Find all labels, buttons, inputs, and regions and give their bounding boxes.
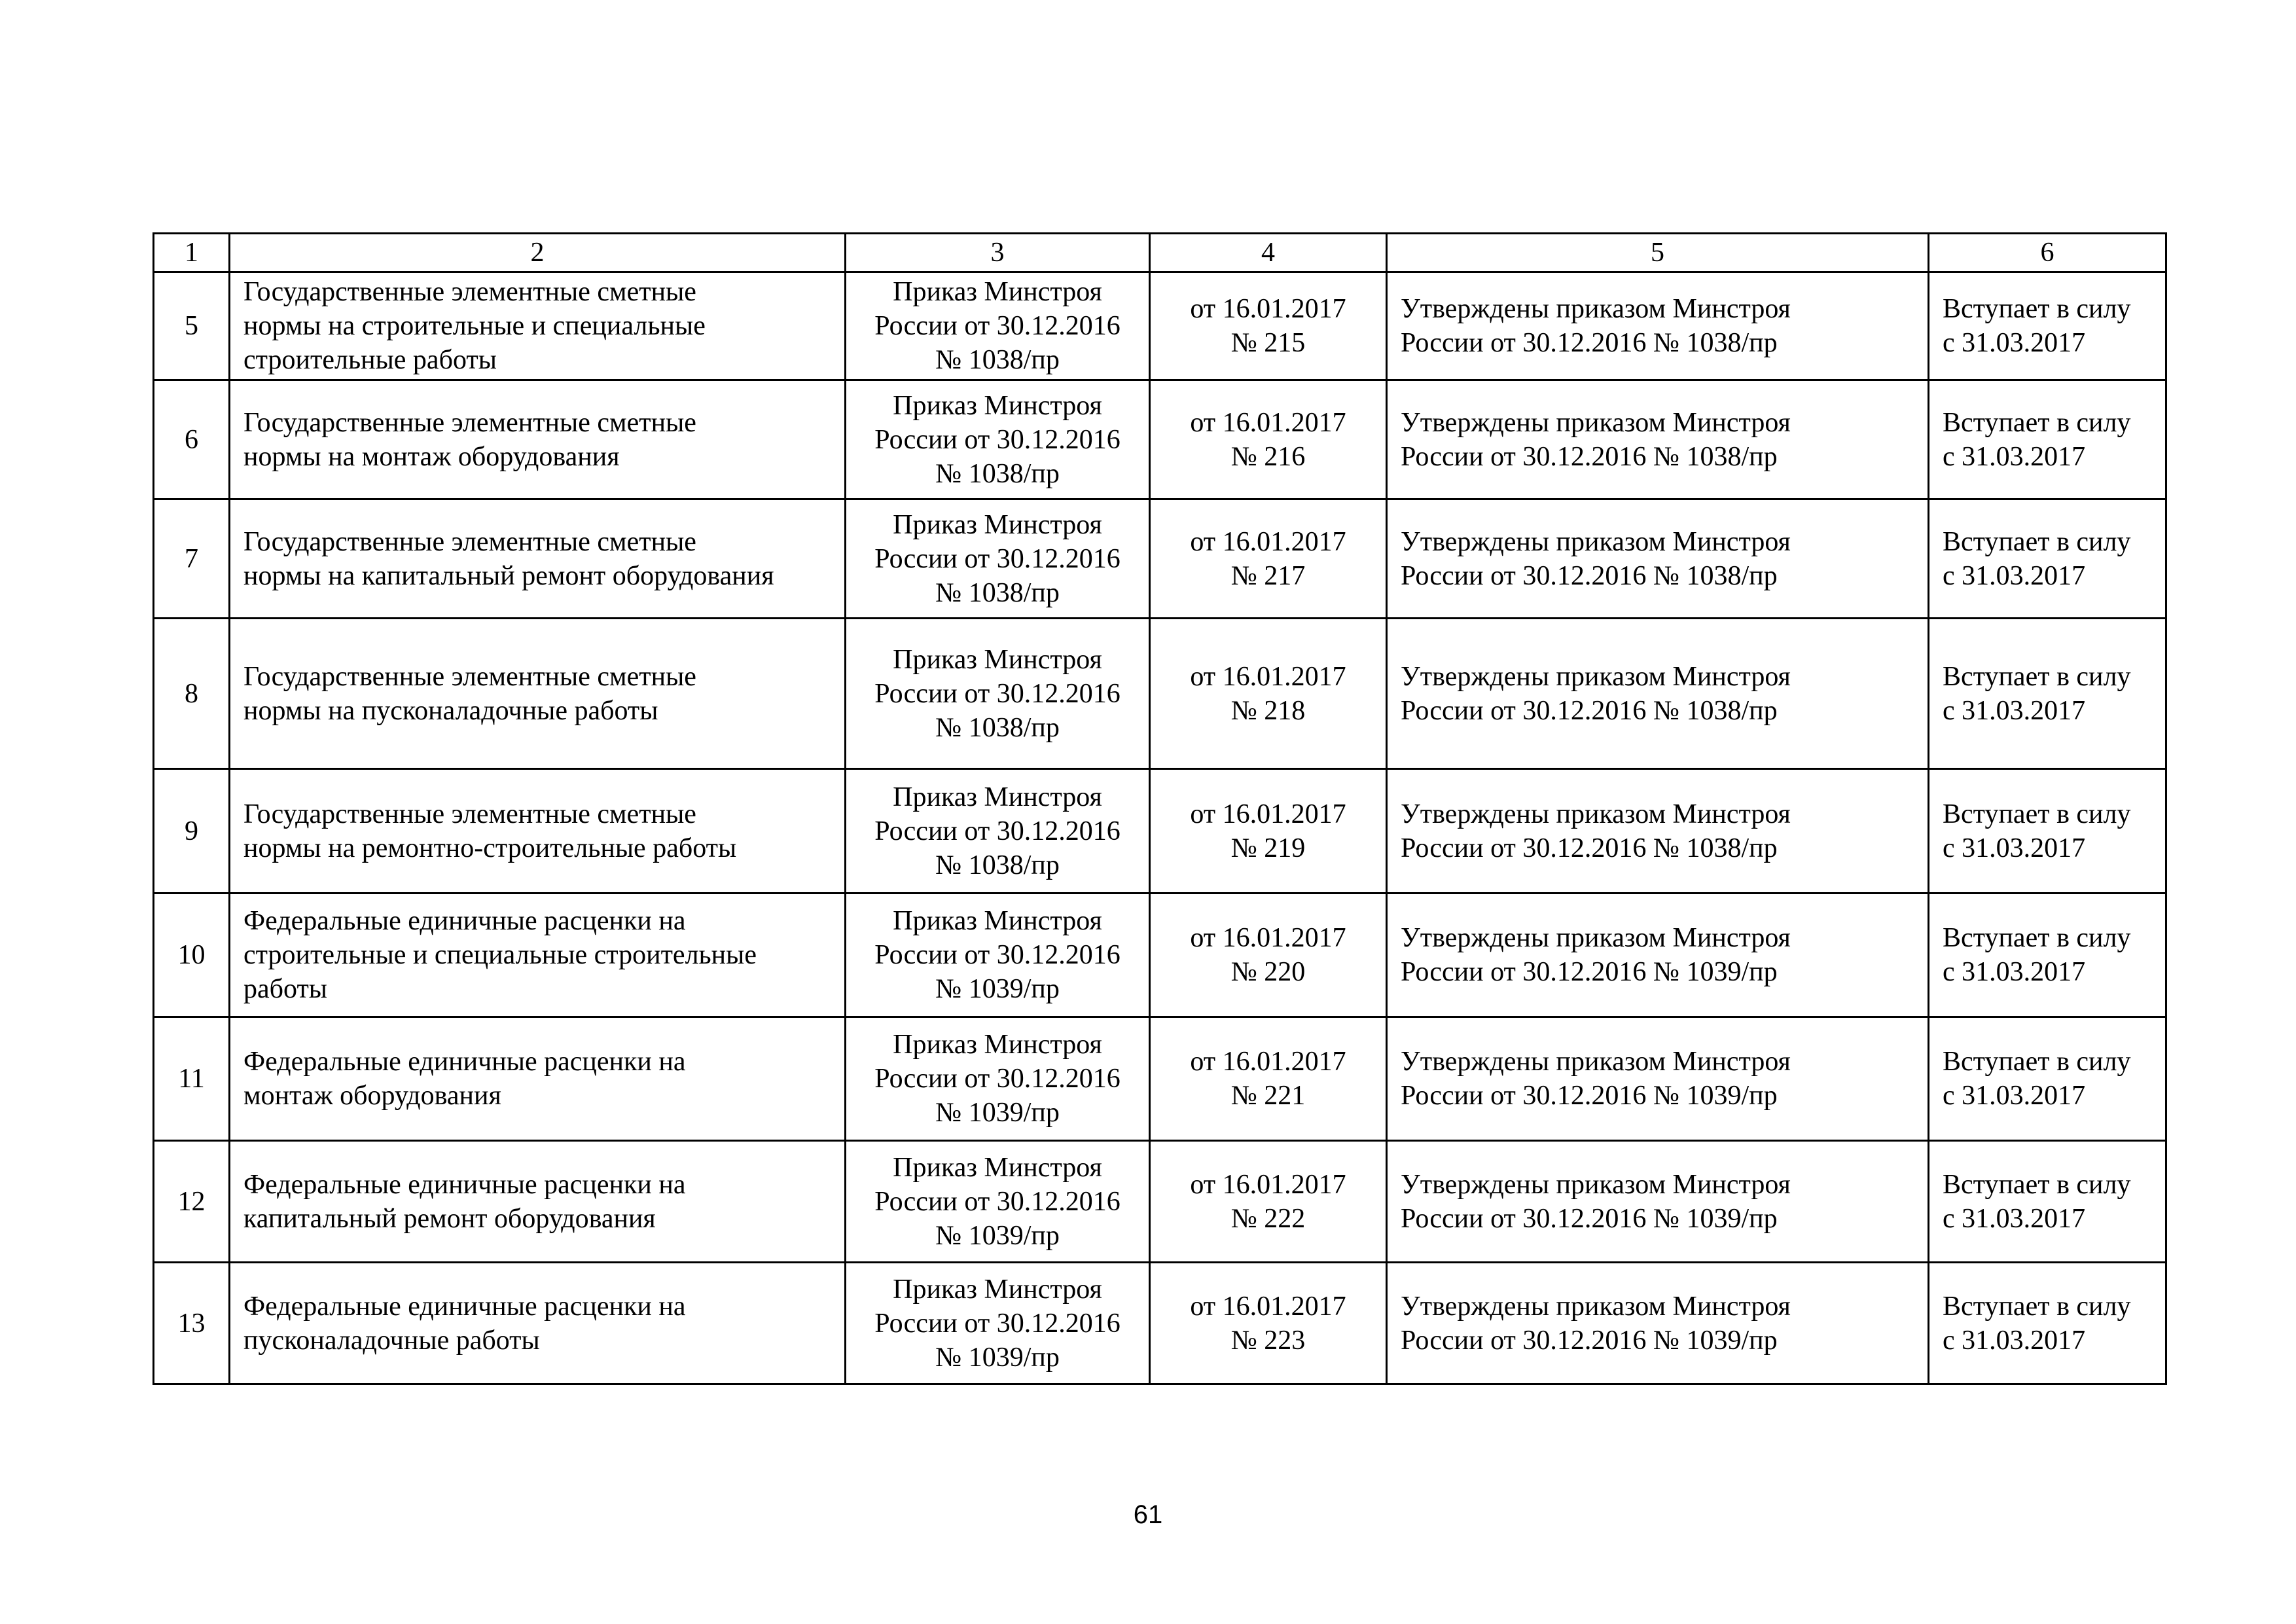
order-cell-line: России от 30.12.2016 — [874, 1186, 1121, 1217]
status-cell — [1929, 272, 2166, 380]
document-name-cell-line: Федеральные единичные расценки на — [243, 1047, 686, 1077]
order-cell — [846, 769, 1150, 893]
approval-cell-line: России от 30.12.2016 № 1038/пр — [1401, 695, 1778, 726]
document-name-cell-line: нормы на капитальный ремонт оборудования — [243, 560, 774, 591]
order-cell-line: Приказ Минстроя — [893, 1030, 1102, 1060]
column-number-cell: 6 — [1929, 234, 2166, 272]
status-cell-line: Вступает в силу — [1943, 1169, 2131, 1200]
document-name-cell-line: нормы на пусконаладочные работы — [243, 695, 658, 726]
document-name-cell-line: Государственные элементные сметные — [243, 407, 696, 438]
order-cell-line: № 1038/пр — [935, 458, 1060, 489]
order-cell-line: № 1039/пр — [935, 1342, 1060, 1373]
order-cell — [846, 380, 1150, 499]
column-number-cell: 5 — [1387, 234, 1929, 272]
column-number-cell: 3 — [846, 234, 1150, 272]
registration-cell — [1150, 272, 1387, 380]
row-number-cell: 13 — [154, 1263, 230, 1384]
status-cell-line: с 31.03.2017 — [1943, 1081, 2086, 1111]
approval-cell-line: России от 30.12.2016 № 1039/пр — [1401, 1203, 1778, 1234]
document-name-cell-line: работы — [243, 974, 328, 1004]
approval-cell — [1387, 893, 1929, 1017]
approval-cell — [1387, 499, 1929, 619]
order-cell-line: № 1039/пр — [935, 1098, 1060, 1128]
registry-table-body — [154, 234, 2166, 1384]
registration-cell-line: от 16.01.2017 — [1190, 1291, 1346, 1322]
order-cell — [846, 619, 1150, 769]
order-cell-line: № 1038/пр — [935, 577, 1060, 608]
approval-cell — [1387, 380, 1929, 499]
order-cell — [846, 272, 1150, 380]
status-cell — [1929, 499, 2166, 619]
status-cell-line: Вступает в силу — [1943, 923, 2131, 953]
status-cell-line: с 31.03.2017 — [1943, 560, 2086, 591]
document-name-cell-line: Федеральные единичные расценки на — [243, 1291, 686, 1322]
registration-cell-line: от 16.01.2017 — [1190, 1169, 1346, 1200]
document-name-cell-line: Федеральные единичные расценки на — [243, 906, 686, 936]
order-cell-line: Приказ Минстроя — [893, 644, 1102, 675]
table-row — [154, 769, 2166, 893]
order-cell-line: № 1039/пр — [935, 974, 1060, 1004]
registration-cell-line: № 220 — [1230, 957, 1306, 987]
registration-cell-line: № 215 — [1230, 328, 1306, 358]
approval-cell-line: России от 30.12.2016 № 1039/пр — [1401, 1081, 1778, 1111]
order-cell-line: № 1038/пр — [935, 345, 1060, 375]
row-number-cell: 12 — [154, 1141, 230, 1263]
row-number-cell: 7 — [154, 499, 230, 619]
approval-cell — [1387, 1017, 1929, 1141]
registration-cell — [1150, 380, 1387, 499]
page-number: 61 — [1133, 1500, 1163, 1529]
registration-cell-line: № 222 — [1230, 1203, 1306, 1234]
approval-cell-line: Утверждены приказом Минстроя — [1401, 1291, 1791, 1322]
column-number-cell: 4 — [1150, 234, 1387, 272]
registration-cell-line: от 16.01.2017 — [1190, 799, 1346, 829]
order-cell-line: Приказ Минстроя — [893, 509, 1102, 540]
document-name-cell-line: капитальный ремонт оборудования — [243, 1203, 656, 1234]
document-name-cell-line: нормы на ремонтно-строительные работы — [243, 833, 737, 863]
document-name-cell — [230, 619, 846, 769]
order-cell-line: России от 30.12.2016 — [874, 543, 1121, 574]
order-cell-line: России от 30.12.2016 — [874, 424, 1121, 455]
status-cell-line: Вступает в силу — [1943, 526, 2131, 557]
registration-cell-line: от 16.01.2017 — [1190, 661, 1346, 692]
document-name-cell — [230, 1263, 846, 1384]
registration-cell — [1150, 1017, 1387, 1141]
registration-cell-line: № 223 — [1230, 1325, 1306, 1356]
status-cell — [1929, 769, 2166, 893]
approval-cell-line: Утверждены приказом Минстроя — [1401, 407, 1791, 438]
approval-cell-line: Утверждены приказом Минстроя — [1401, 294, 1791, 324]
status-cell-line: с 31.03.2017 — [1943, 441, 2086, 472]
status-cell-line: Вступает в силу — [1943, 407, 2131, 438]
document-name-cell — [230, 1141, 846, 1263]
order-cell-line: России от 30.12.2016 — [874, 1308, 1121, 1339]
registration-cell-line: от 16.01.2017 — [1190, 294, 1346, 324]
status-cell-line: с 31.03.2017 — [1943, 328, 2086, 358]
row-number-cell: 6 — [154, 380, 230, 499]
document-name-cell — [230, 499, 846, 619]
registration-cell-line: от 16.01.2017 — [1190, 526, 1346, 557]
document-name-cell-line: пусконаладочные работы — [243, 1325, 540, 1356]
status-cell — [1929, 893, 2166, 1017]
order-cell-line: России от 30.12.2016 — [874, 678, 1121, 709]
table-row — [154, 272, 2166, 380]
status-cell-line: с 31.03.2017 — [1943, 957, 2086, 987]
approval-cell-line: России от 30.12.2016 № 1038/пр — [1401, 833, 1778, 863]
document-name-cell-line: Государственные элементные сметные — [243, 277, 696, 307]
registration-cell-line: от 16.01.2017 — [1190, 407, 1346, 438]
approval-cell — [1387, 769, 1929, 893]
status-cell-line: с 31.03.2017 — [1943, 695, 2086, 726]
order-cell-line: № 1038/пр — [935, 712, 1060, 743]
approval-cell-line: Утверждены приказом Минстроя — [1401, 799, 1791, 829]
table-row — [154, 1141, 2166, 1263]
approval-cell-line: России от 30.12.2016 № 1039/пр — [1401, 957, 1778, 987]
registration-cell-line: № 216 — [1230, 441, 1306, 472]
table-row — [154, 499, 2166, 619]
document-name-cell — [230, 272, 846, 380]
order-cell-line: России от 30.12.2016 — [874, 816, 1121, 846]
order-cell-line: России от 30.12.2016 — [874, 311, 1121, 341]
order-cell — [846, 1141, 1150, 1263]
approval-cell-line: России от 30.12.2016 № 1038/пр — [1401, 328, 1778, 358]
status-cell-line: Вступает в силу — [1943, 661, 2131, 692]
approval-cell-line: России от 30.12.2016 № 1039/пр — [1401, 1325, 1778, 1356]
approval-cell-line: России от 30.12.2016 № 1038/пр — [1401, 441, 1778, 472]
document-name-cell — [230, 380, 846, 499]
order-cell-line: России от 30.12.2016 — [874, 940, 1121, 970]
order-cell-line: России от 30.12.2016 — [874, 1064, 1121, 1094]
registration-cell — [1150, 499, 1387, 619]
table-row — [154, 1017, 2166, 1141]
status-cell — [1929, 380, 2166, 499]
status-cell-line: Вступает в силу — [1943, 1047, 2131, 1077]
approval-cell-line: Утверждены приказом Минстроя — [1401, 526, 1791, 557]
registration-cell-line: от 16.01.2017 — [1190, 923, 1346, 953]
order-cell — [846, 1017, 1150, 1141]
approval-cell — [1387, 272, 1929, 380]
registration-cell — [1150, 1141, 1387, 1263]
approval-cell-line: России от 30.12.2016 № 1038/пр — [1401, 560, 1778, 591]
registration-cell — [1150, 619, 1387, 769]
document-name-cell — [230, 893, 846, 1017]
status-cell-line: с 31.03.2017 — [1943, 1203, 2086, 1234]
approval-cell — [1387, 1263, 1929, 1384]
table-row — [154, 893, 2166, 1017]
registration-cell — [1150, 1263, 1387, 1384]
approval-cell-line: Утверждены приказом Минстроя — [1401, 661, 1791, 692]
order-cell-line: Приказ Минстроя — [893, 1152, 1102, 1183]
table-row — [154, 619, 2166, 769]
column-number-cell: 2 — [230, 234, 846, 272]
row-number-cell: 10 — [154, 893, 230, 1017]
order-cell — [846, 893, 1150, 1017]
document-name-cell-line: строительные работы — [243, 345, 497, 375]
registration-cell-line: № 218 — [1230, 695, 1306, 726]
registration-cell-line: от 16.01.2017 — [1190, 1047, 1346, 1077]
registration-cell-line: № 219 — [1230, 833, 1306, 863]
order-cell — [846, 1263, 1150, 1384]
order-cell — [846, 499, 1150, 619]
order-cell-line: Приказ Минстроя — [893, 277, 1102, 307]
row-number-cell: 5 — [154, 272, 230, 380]
status-cell-line: Вступает в силу — [1943, 1291, 2131, 1322]
order-cell-line: № 1038/пр — [935, 850, 1060, 880]
status-cell-line: Вступает в силу — [1943, 799, 2131, 829]
column-number-cell: 1 — [154, 234, 230, 272]
status-cell — [1929, 1017, 2166, 1141]
document-name-cell-line: нормы на монтаж оборудования — [243, 441, 620, 472]
document-name-cell-line: Государственные элементные сметные — [243, 661, 696, 692]
approval-cell-line: Утверждены приказом Минстроя — [1401, 1169, 1791, 1200]
order-cell-line: № 1039/пр — [935, 1220, 1060, 1251]
status-cell — [1929, 1263, 2166, 1384]
status-cell-line: Вступает в силу — [1943, 294, 2131, 324]
row-number-cell: 8 — [154, 619, 230, 769]
document-name-cell-line: нормы на строительные и специальные — [243, 311, 706, 341]
document-name-cell-line: монтаж оборудования — [243, 1081, 501, 1111]
document-name-cell-line: строительные и специальные строительные — [243, 940, 757, 970]
approval-cell-line: Утверждены приказом Минстроя — [1401, 1047, 1791, 1077]
document-name-cell — [230, 1017, 846, 1141]
approval-cell — [1387, 1141, 1929, 1263]
registration-cell — [1150, 769, 1387, 893]
table-row — [154, 1263, 2166, 1384]
row-number-cell: 11 — [154, 1017, 230, 1141]
status-cell-line: с 31.03.2017 — [1943, 1325, 2086, 1356]
document-name-cell-line: Государственные элементные сметные — [243, 526, 696, 557]
approval-cell — [1387, 619, 1929, 769]
approval-cell-line: Утверждены приказом Минстроя — [1401, 923, 1791, 953]
document-name-cell-line: Государственные элементные сметные — [243, 799, 696, 829]
status-cell-line: с 31.03.2017 — [1943, 833, 2086, 863]
order-cell-line: Приказ Минстроя — [893, 1274, 1102, 1305]
registration-cell — [1150, 893, 1387, 1017]
registry-table — [152, 232, 2167, 1385]
registration-cell-line: № 217 — [1230, 560, 1306, 591]
order-cell-line: Приказ Минстроя — [893, 390, 1102, 421]
row-number-cell: 9 — [154, 769, 230, 893]
registration-cell-line: № 221 — [1230, 1081, 1306, 1111]
order-cell-line: Приказ Минстроя — [893, 782, 1102, 812]
status-cell — [1929, 619, 2166, 769]
document-name-cell-line: Федеральные единичные расценки на — [243, 1169, 686, 1200]
order-cell-line: Приказ Минстроя — [893, 906, 1102, 936]
document-name-cell — [230, 769, 846, 893]
column-number-row — [154, 234, 2166, 272]
status-cell — [1929, 1141, 2166, 1263]
table-row — [154, 380, 2166, 499]
